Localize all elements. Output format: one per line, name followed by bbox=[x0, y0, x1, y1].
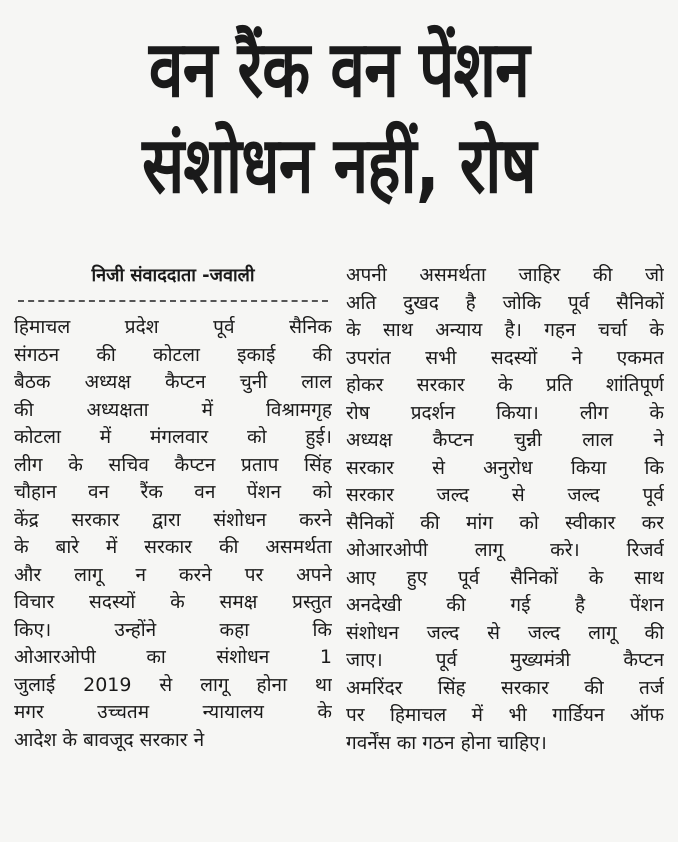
text-line: अनदेखी की गई है पेंशन bbox=[346, 594, 664, 616]
text-line: सरकार जल्द से जल्द पूर्व bbox=[346, 484, 664, 506]
text-line: उपरांत सभी सदस्यों ने एकमत bbox=[346, 346, 664, 369]
text-line: संगठन की कोटला इकाई की bbox=[14, 343, 332, 366]
headline bbox=[0, 22, 678, 214]
text-line: आए हुए पूर्व सैनिकों के साथ bbox=[346, 566, 664, 589]
left-column-text bbox=[14, 314, 332, 754]
text-line: कोटला में मंगलवार को हुई। bbox=[14, 426, 332, 448]
text-line: अपनी असमर्थता जाहिर की जो bbox=[346, 264, 664, 286]
text-line: जुलाई 2019 से लागू होना था bbox=[14, 673, 332, 696]
text-line: अति दुखद है जोकि पूर्व सैनिकों bbox=[346, 291, 664, 314]
text-line: चौहान वन रैंक वन पेंशन को bbox=[14, 481, 332, 503]
text-line: जाए। पूर्व मुख्यमंत्री कैप्टन bbox=[346, 649, 664, 671]
text-line: की अध्यक्षता में विश्रामगृह bbox=[14, 398, 332, 421]
headline-line-1: वन रैंक वन पेंशन bbox=[148, 25, 530, 115]
text-line: और लागू न करने पर अपने bbox=[14, 563, 332, 586]
byline: निजी संवाददाता -जवाली bbox=[91, 265, 255, 286]
headline-line-2: संशोधन नहीं, रोष bbox=[142, 121, 536, 211]
right-column-text bbox=[346, 262, 664, 757]
text-line: विचार सदस्यों के समक्ष प्रस्तुत bbox=[14, 591, 332, 613]
text-line: अमरिंदर सिंह सरकार की तर्ज bbox=[346, 676, 664, 699]
text-line: सरकार से अनुरोध किया कि bbox=[346, 456, 664, 479]
text-line: आदेश के बावजूद सरकार ने bbox=[14, 728, 205, 751]
text-line: के बारे में सरकार की असमर्थता bbox=[14, 536, 332, 558]
right-column bbox=[346, 262, 664, 757]
text-line: केंद्र सरकार द्वारा संशोधन करने bbox=[14, 508, 332, 531]
text-line: के साथ अन्याय है। गहन चर्चा के bbox=[346, 319, 664, 341]
text-line: मगर उच्चतम न्यायालय के bbox=[14, 701, 332, 723]
text-line: रोष प्रदर्शन किया। लीग के bbox=[346, 401, 664, 424]
text-line: ओआरओपी लागू करे। रिजर्व bbox=[346, 539, 664, 561]
text-line: लीग के सचिव कैप्टन प्रताप सिंह bbox=[14, 453, 332, 476]
left-column bbox=[14, 262, 332, 754]
text-line: होकर सरकार के प्रति शांतिपूर्ण bbox=[346, 374, 664, 396]
text-line: ओआरओपी का संशोधन 1 bbox=[14, 646, 332, 668]
text-line: बैठक अध्यक्ष कैप्टन चुनी लाल bbox=[14, 371, 332, 393]
text-line: संशोधन जल्द से जल्द लागू की bbox=[346, 621, 664, 644]
text-line: हिमाचल प्रदेश पूर्व सैनिक bbox=[14, 316, 332, 338]
text-line: पर हिमाचल में भी गार्डियन ऑफ bbox=[346, 704, 664, 726]
text-line: किए। उन्होंने कहा कि bbox=[14, 618, 332, 641]
text-line: अध्यक्ष कैप्टन चुन्नी लाल ने bbox=[346, 429, 664, 451]
text-line: गवर्नेंस का गठन होना चाहिए। bbox=[346, 731, 547, 754]
byline-divider bbox=[18, 300, 328, 302]
text-line: सैनिकों की मांग को स्वीकार कर bbox=[346, 511, 664, 534]
